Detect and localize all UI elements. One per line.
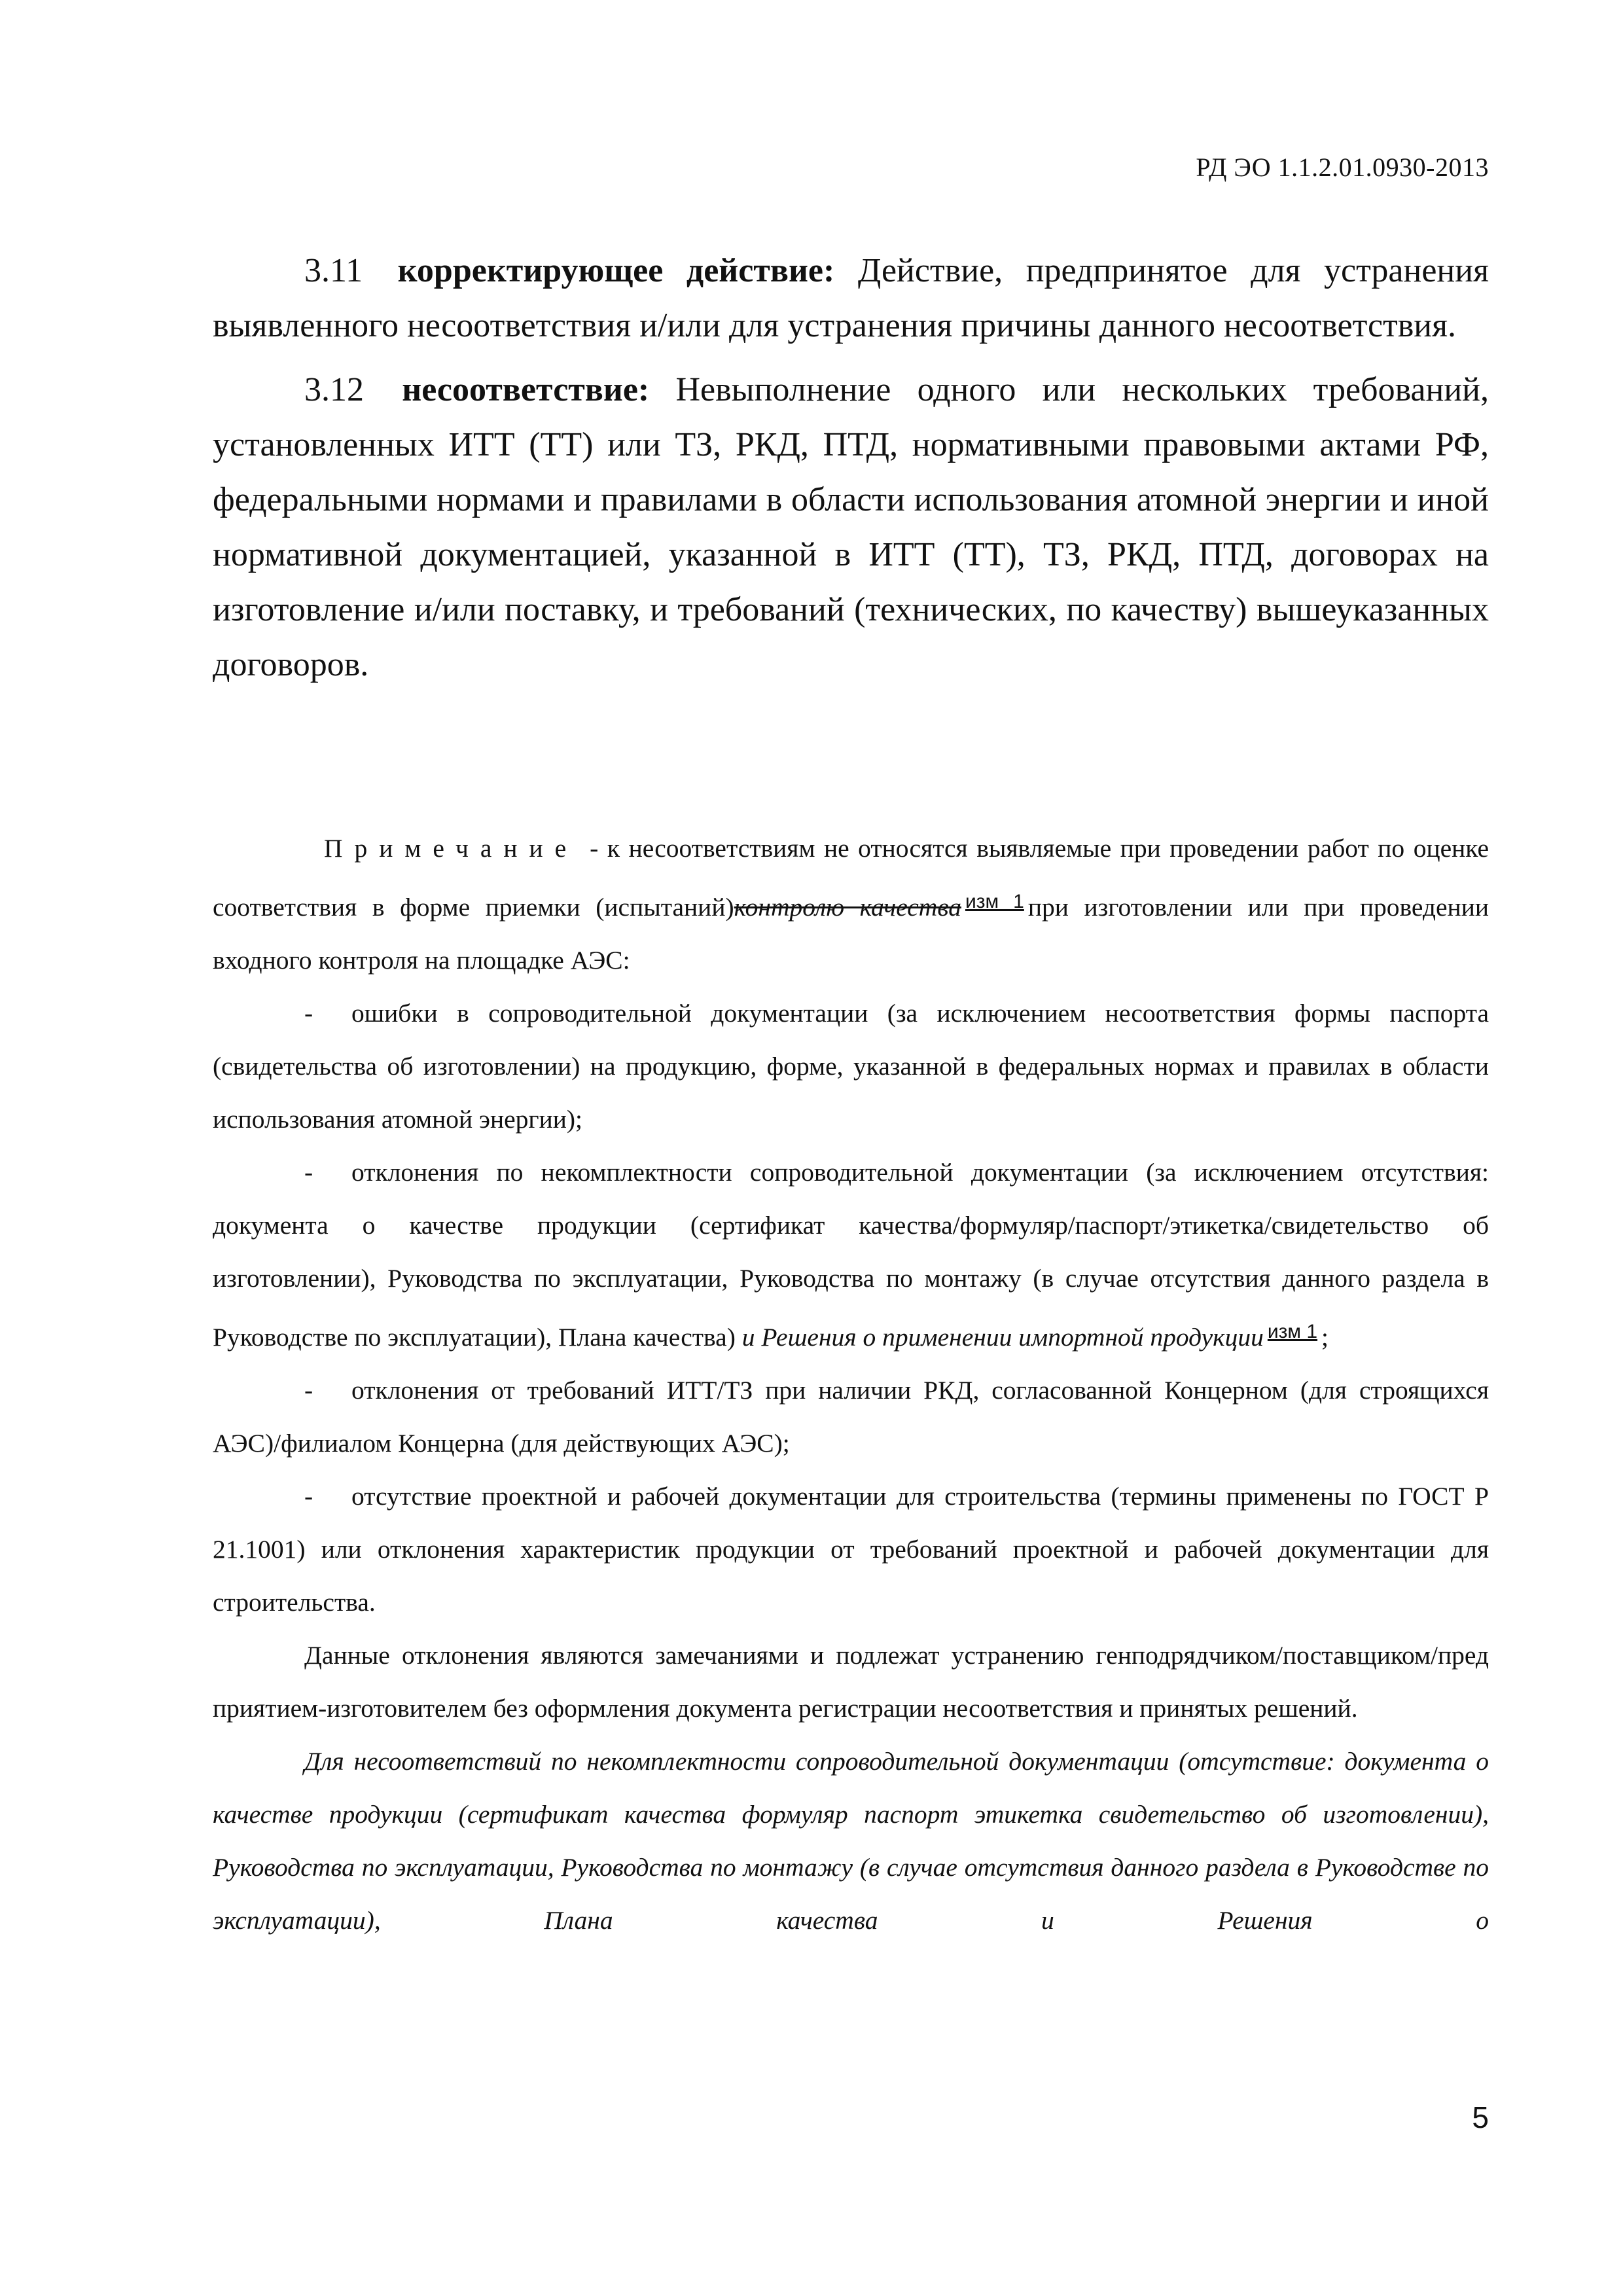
revision-mark: изм 1 bbox=[965, 891, 1024, 912]
dash-marker: - bbox=[304, 1482, 313, 1511]
note-intro bbox=[213, 822, 1489, 987]
definition-3-11 bbox=[213, 243, 1489, 353]
note-text-before: - к несоответствиям не относятся выявляемые при проведении работ по оценке соответствия в форме приемки (испытаний) bbox=[213, 834, 1489, 922]
note-item-text: отклонения по некомплектности сопроводительной документации (за исключением отсутствия: документа о качестве продукции (сертификат качества/формуляр/паспорт/этикетка/свидетельство об изготовлении), Руководства по эксплуатации, Руководства по монтажу (в случае отсутствия данного раздела в Руководстве по эксплуатации), Плана качества) bbox=[213, 1158, 1489, 1352]
note-item bbox=[213, 1364, 1489, 1470]
note-item bbox=[213, 1146, 1489, 1364]
note-item bbox=[213, 1470, 1489, 1629]
note-item bbox=[213, 987, 1489, 1146]
item-end: ; bbox=[1321, 1323, 1329, 1352]
note-block bbox=[213, 822, 1489, 1947]
struck-text: контролю качества bbox=[734, 893, 961, 922]
italic-amendment: и Решения о применении импортной продукции bbox=[741, 1323, 1264, 1352]
section-number: 3.12 bbox=[304, 371, 364, 408]
note-item-text: отклонения от требований ИТТ/ТЗ при наличии РКД, согласованной Концерном (для строящихся АЭС)/филиалом Концерна (для действующих АЭС); bbox=[213, 1376, 1489, 1458]
note-remark: Данные отклонения являются замечаниями и подлежат устранению генподрядчиком/поставщиком/пред приятием-изготовителем без оформления документа регистрации несоответствия и принятых решений. bbox=[213, 1641, 1489, 1723]
italic-paragraph: Для несоответствий по некомплектности сопроводительной документации (отсутствие: документа о качестве продукции (сертификат качества формуляр паспорт этикетка свидетельство об изготовлении), Руководства по эксплуатации, Руководства по монтажу (в случае отсутствия данного раздела в Руководстве по эксплуатации), Плана качества и Решения о bbox=[213, 1747, 1489, 1935]
note-label: Примечание bbox=[324, 834, 579, 863]
dash-marker: - bbox=[304, 999, 313, 1028]
note-text-after: при изготовлении или при проведении входного контроля на площадке АЭС: bbox=[213, 893, 1489, 975]
revision-mark: изм 1 bbox=[1267, 1321, 1318, 1342]
section-number: 3.11 bbox=[304, 252, 363, 289]
definition-3-12 bbox=[213, 363, 1489, 692]
definitions-block bbox=[213, 243, 1489, 702]
dash-marker: - bbox=[304, 1158, 313, 1187]
dash-marker: - bbox=[304, 1376, 313, 1405]
note-item-text: ошибки в сопроводительной документации (за исключением несоответствия формы паспорта (свидетельства об изготовлении) на продукцию, форме, указанной в федеральных нормах и правилах в области использования атомной энергии); bbox=[213, 999, 1489, 1134]
definition-text: Действие, предпринятое для устранения выявленного несоответствия и/или для устранения причины данного несоответствия. bbox=[213, 252, 1489, 344]
document-code: РД ЭО 1.1.2.01.0930-2013 bbox=[1196, 152, 1489, 182]
definition-text: Невыполнение одного или нескольких требований, установленных ИТТ (ТТ) или ТЗ, РКД, ПТД, нормативными правовыми актами РФ, федеральными нормами и правилами в области использования атомной энергии и иной нормативной документацией, указанной в ИТТ (ТТ), ТЗ, РКД, ПТД, договорах на изготовление и/или поставку, и требований (технических, по качеству) вышеуказанных договоров. bbox=[213, 371, 1489, 683]
page-number: 5 bbox=[1472, 2100, 1489, 2134]
term: несоответствие: bbox=[402, 371, 650, 408]
note-item-text: отсутствие проектной и рабочей документации для строительства (термины применены по ГОСТ Р 21.1001) или отклонения характеристик продукции от требований проектной и рабочей документации для строительства. bbox=[213, 1482, 1489, 1617]
term: корректирующее действие: bbox=[397, 252, 835, 289]
